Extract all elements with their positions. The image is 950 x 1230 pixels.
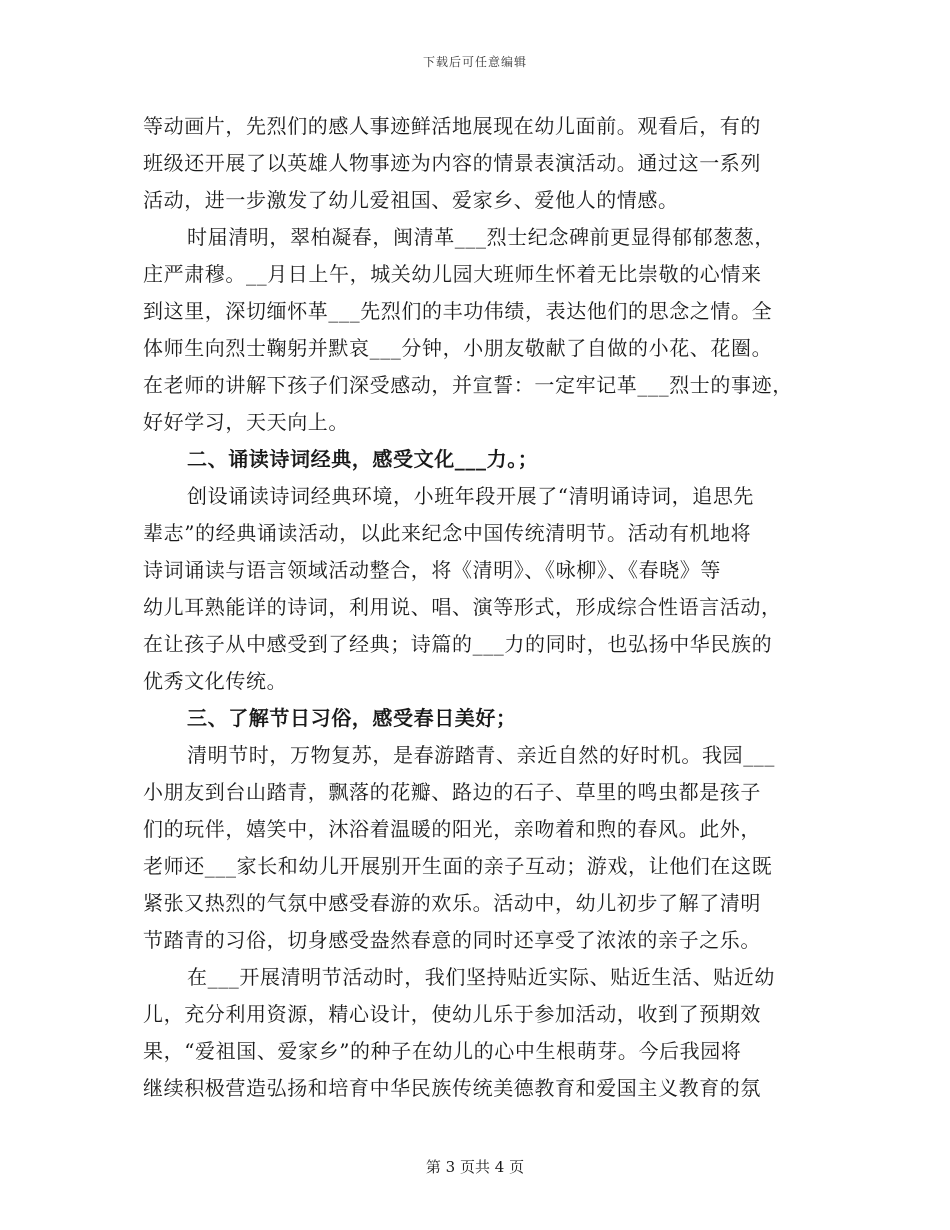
body-text-line: 到这里，深切缅怀革___先烈们的丰功伟绩，表达他们的思念之情。全	[143, 299, 773, 323]
section-heading: 二、诵读诗词经典，感受文化___力。；	[187, 447, 539, 471]
body-text-line: 活动，进一步激发了幼儿爱祖国、爱家乡、爱他人的情感。	[143, 188, 679, 212]
body-text-line: 紧张又热烈的气氛中感受春游的欢乐。活动中，幼儿初步了解了清明	[143, 891, 761, 915]
document-body	[143, 108, 813, 1107]
page-header: 下载后可任意编辑	[422, 55, 527, 69]
body-text-line: 儿，充分利用资源，精心设计，使幼儿乐于参加活动，收到了预期效	[143, 1002, 761, 1026]
section-heading: 三、了解节日习俗，感受春日美好；	[187, 706, 517, 730]
body-text-line: 辈志”的经典诵读活动，以此来纪念中国传统清明节。活动有机地将	[143, 521, 752, 545]
body-text-line: 果，“爱祖国、爱家乡”的种子在幼儿的心中生根萌芽。今后我园将	[143, 1039, 742, 1063]
body-text-line: 优秀文化传统。	[143, 669, 288, 693]
body-text-line: 清明节时，万物复苏，是春游踏青、亲近自然的好时机。我园___	[187, 743, 775, 767]
body-text-line: 体师生向烈士鞠躬并默哀___分钟，小朋友敬献了自做的小花、花圈。	[143, 336, 773, 360]
body-text-line: 老师还___家长和幼儿开展别开生面的亲子互动；游戏，让他们在这既	[143, 854, 773, 878]
body-text-line: 好好学习，天天向上。	[143, 410, 349, 434]
body-text-line: 诗词诵读与语言领域活动整合，将《清明》、《咏柳》、《春晓》等	[143, 558, 721, 582]
body-text-line: 庄严肃穆。__月日上午，城关幼儿园大班师生怀着无比崇敬的心情来	[143, 262, 762, 286]
body-text-line: 节踏青的习俗，切身感受盎然春意的同时还享受了浓浓的亲子之乐。	[143, 928, 761, 952]
body-text-line: 班级还开展了以英雄人物事迹为内容的情景表演活动。通过这一系列	[143, 151, 761, 175]
body-text-line: 创设诵读诗词经典环境，小班年段开展了“清明诵诗词，追思先	[187, 484, 755, 508]
body-text-line: 在___开展清明节活动时，我们坚持贴近实际、贴近生活、贴近幼	[187, 965, 775, 989]
body-text-line: 小朋友到台山踏青，飘落的花瓣、路边的石子、草里的鸣虫都是孩子	[143, 780, 761, 804]
page-footer: 第 3 页共 4 页	[425, 1158, 525, 1176]
body-text-line: 继续积极营造弘扬和培育中华民族传统美德教育和爱国主义教育的氛	[143, 1076, 761, 1100]
body-text-line: 幼儿耳熟能详的诗词，利用说、唱、演等形式，形成综合性语言活动，	[143, 595, 782, 619]
body-text-line: 在让孩子从中感受到了经典；诗篇的___力的同时，也弘扬中华民族的	[143, 632, 773, 656]
body-text-line: 们的玩伴，嬉笑中，沐浴着温暖的阳光，亲吻着和煦的春风。此外，	[143, 817, 761, 841]
body-text-line: 等动画片，先烈们的感人事迹鲜活地展现在幼儿面前。观看后，有的	[143, 114, 761, 138]
body-text-line: 时届清明，翠柏凝春，闽清革___烈士纪念碑前更显得郁郁葱葱，	[187, 225, 775, 249]
body-text-line: 在老师的讲解下孩子们深受感动，并宣誓：一定牢记革___烈士的事迹，	[143, 373, 793, 397]
